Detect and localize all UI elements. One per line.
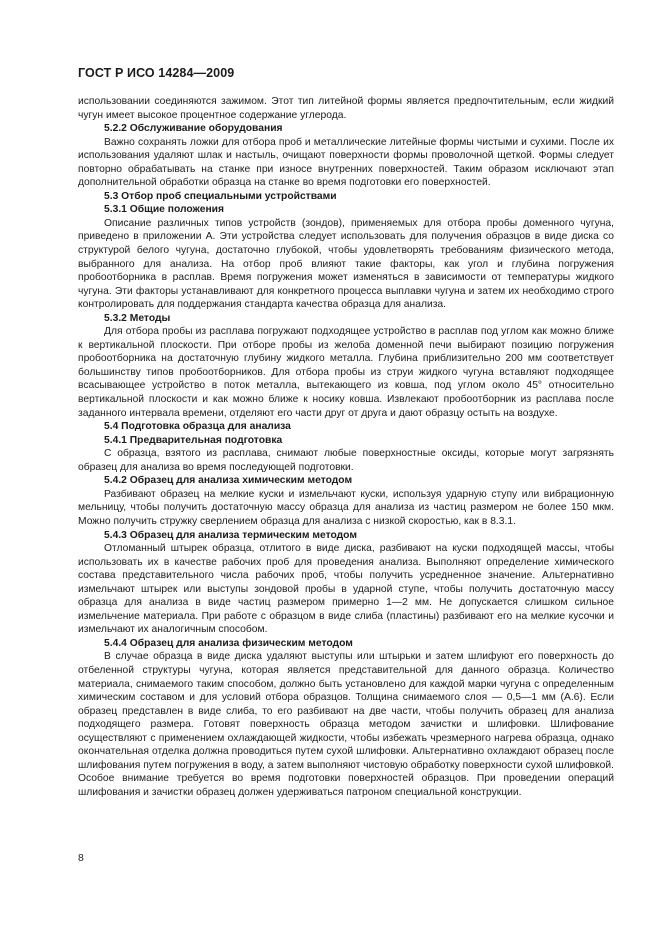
document-body [78, 95, 614, 799]
section-heading-5-4-1: 5.4.1 Предварительная подготовка [104, 434, 283, 446]
section-heading-5-3-1: 5.3.1 Общие положения [104, 204, 224, 216]
document-header: ГОСТ Р ИСО 14284—2009 [78, 66, 235, 80]
section-heading-5-4-2: 5.4.2 Образец для анализа химическим методом [104, 475, 353, 487]
page-number: 8 [78, 852, 84, 864]
section-heading-5-3: 5.3 Отбор проб специальными устройствами [104, 190, 337, 202]
paragraph: Отломанный штырек образца, отлитого в виде диска, разбивают на куски подходящей массы, чтобы использовать их в качестве рабочих проб для проведения анализа. Выполняют определение химического состава представительного числа рабочих проб, чтобы получить усредненное значение. Альтернативно измельчают штырек или выступы зондовой пробы в ударной ступе, чтобы получить достаточную массу образца для анализа в виде частиц размером примерно 1—2 мм. Не допускается слишком сильное измельчение материала. При работе с образцом в виде слиба (пластины) разбивают его на мелкие кусочки и измельчают их аналогичным способом. [78, 543, 614, 636]
paragraph: Разбивают образец на мелкие куски и измельчают куски, используя ударную ступу или вибрационную мельницу, чтобы получить достаточную массу образца для анализа из частиц размером не более 150 мкм. Можно получить стружку сверлением образца для анализа с низкой скоростью, как в 8.3.1. [78, 488, 614, 527]
section-heading-5-4-3: 5.4.3 Образец для анализа термическим методом [104, 529, 357, 541]
paragraph: Описание различных типов устройств (зондов), применяемых для отбора пробы доменного чугуна, приведено в приложении А. Эти устройства следует использовать для получения образцов в виде диска со структурой белого чугуна, достаточно глубокой, чтобы удовлетворять требованиям физического метода, выбранного для анализа. На отбор проб влияют такие факторы, как угол и глубина погружения пробоотборника в расплав. Время погружения может изменяться в зависимости от температуры жидкого чугуна. Эти факторы устанавливают для конкретного процесса выплавки чугуна и затем их необходимо строго контролировать для поддержания стандарта качества образца для анализа. [78, 217, 614, 311]
section-heading-5-2-2: 5.2.2 Обслуживание оборудования [104, 123, 283, 135]
paragraph: С образца, взятого из расплава, снимают любые поверхностные оксиды, которые могут загрязнять образец для анализа во время последующей подготовки. [78, 448, 614, 473]
paragraph: Для отбора пробы из расплава погружают подходящее устройство в расплав под углом как можно ближе к вертикальной плоскости. При отборе пробы из желоба доменной печи выбирают позицию погружения пробоотборника на достаточную глубину жидкого металла. Глубина приблизительно 200 мм соответствует большинству типов пробоотборников. Для отбора пробы из струи жидкого чугуна вставляют подходящее всасывающее устройство в поток металла, вытекающего из ковша, под углом около 45° относительно вертикальной плоскости и как можно ближе к носику ковша. Извлекают пробоотборник из расплава после заданного интервала времени, отделяют его части друг от друга и дают образцу остыть на воздухе. [78, 326, 614, 419]
paragraph: В случае образца в виде диска удаляют выступы или штырьки и затем шлифуют его поверхность до отбеленной структуры чугуна, которая является представительной для данного образца. Количество материала, снимаемого таким способом, должно быть установлено для каждой марки чугуна с определенным химическим составом и для условий отбора образцов. Толщина снимаемого слоя — 0,5—1 мм (А.6). Если образец представлен в виде слиба, то его разбивают на две части, чтобы получить образец для анализа подходящего размера. Готовят поверхность образца методом зачистки и шлифовки. Шлифование осуществляют с применением охлаждающей жидкости, чтобы избежать чрезмерного нагрева образца, однако окончательная отделка должна проводиться путем сухой шлифовки. Альтернативно охлаждают образец после шлифования путем погружения в воду, а затем выполняют чистовую обработку поверхности сухой шлифовкой. Особое внимание требуется во время подготовки поверхностей образцов. При проведении операций шлифования и зачистки образец должен удерживаться патроном специальной конструкции. [78, 651, 614, 798]
section-heading-5-4: 5.4 Подготовка образца для анализа [104, 421, 291, 433]
paragraph: использовании соединяются зажимом. Этот тип литейной формы является предпочтительным, если жидкий чугун имеет высокое процентное содержание углерода. [78, 96, 614, 121]
section-heading-5-3-2: 5.3.2 Методы [104, 312, 171, 324]
paragraph: Важно сохранять ложки для отбора проб и металлические литейные формы чистыми и сухими. После их использования удаляют шлак и настыль, очищают поверхности формы проволочной щеткой. Формы следует повторно обрабатывать на станке при износе внутренних поверхностей. Таким образом исключают этап дополнительной обработки образца на станке во время подготовки его поверхностей. [78, 136, 614, 189]
section-heading-5-4-4: 5.4.4 Образец для анализа физическим методом [104, 637, 353, 649]
